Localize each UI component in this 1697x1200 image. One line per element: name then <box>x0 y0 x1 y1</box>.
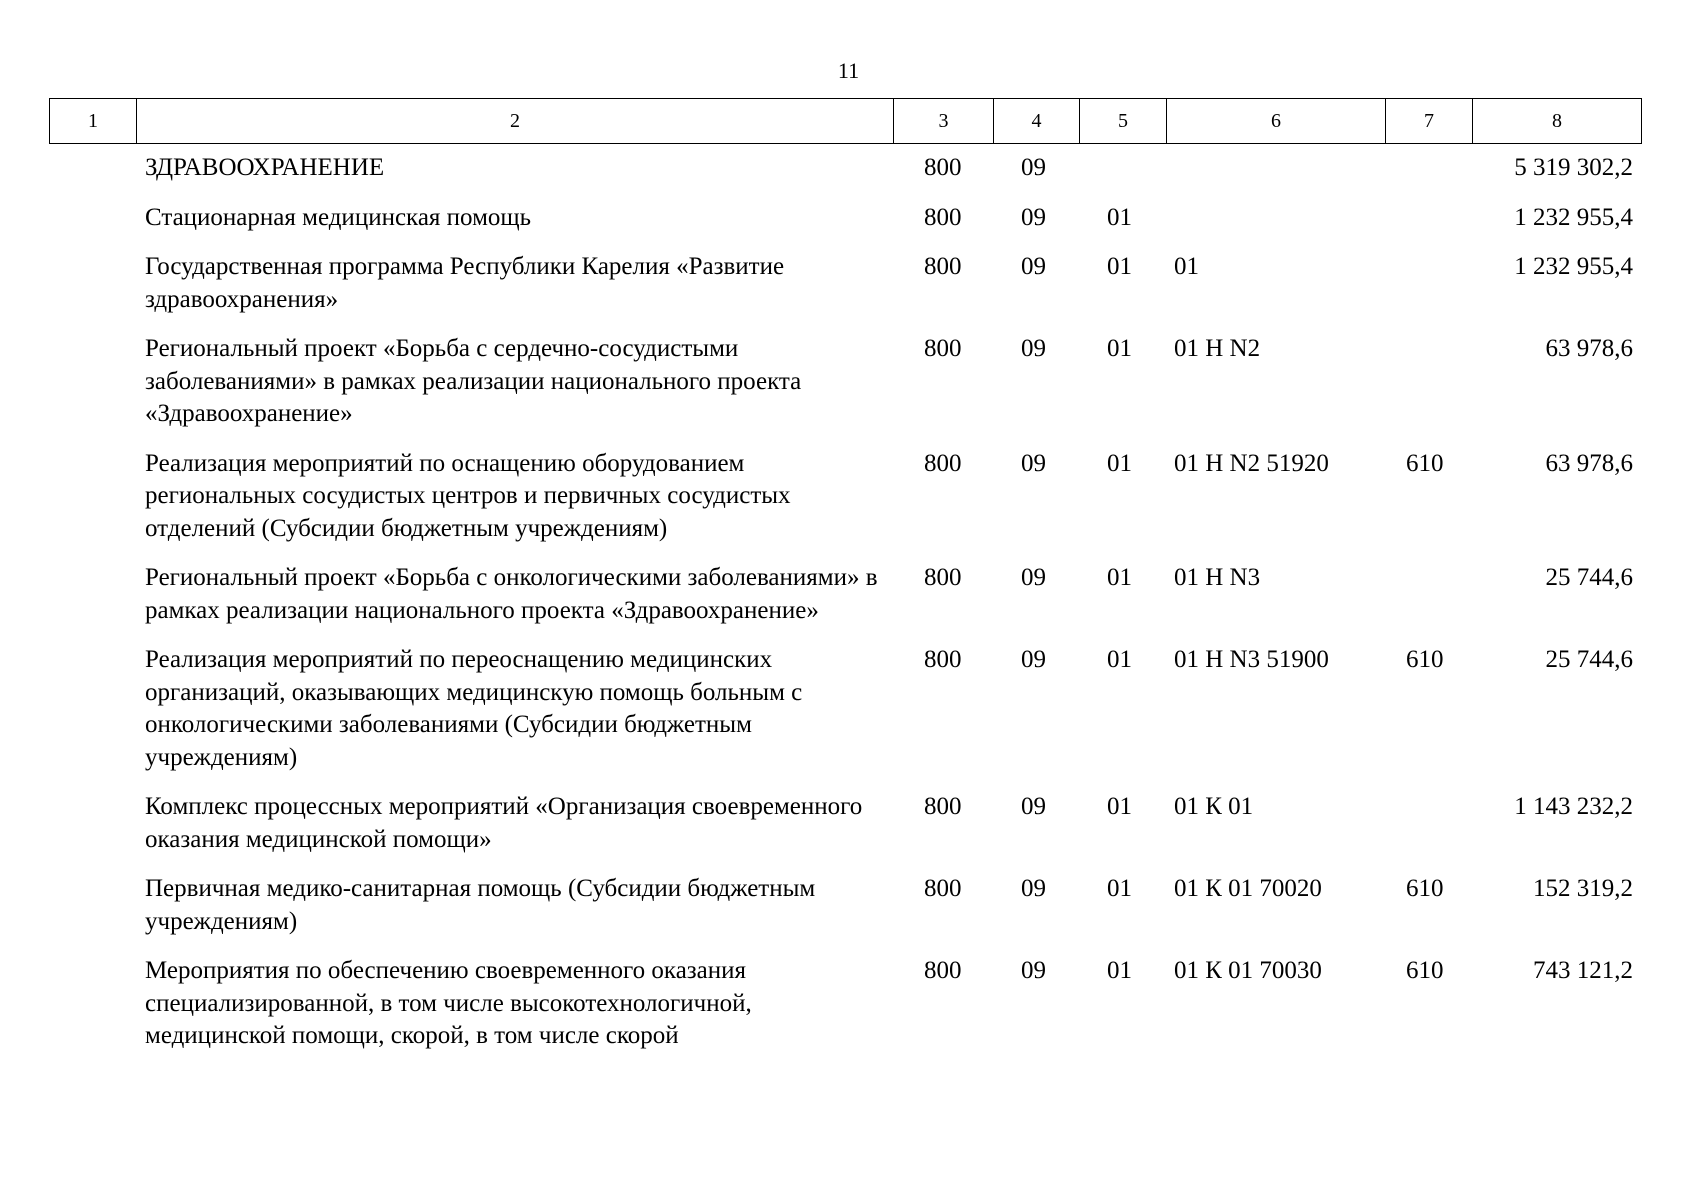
header-cell-7: 7 <box>1386 99 1473 144</box>
cell-subsection-code: 01 <box>1107 957 1132 984</box>
cell-subsection-code: 01 <box>1107 335 1132 362</box>
cell-ministry-code: 800 <box>924 449 962 477</box>
budget-table <box>49 152 1641 1070</box>
cell-expense-type <box>1385 202 1472 252</box>
cell-subsection-code: 01 <box>1107 253 1132 280</box>
cell-section-code: 09 <box>1021 203 1046 231</box>
cell-ministry-code: 800 <box>924 203 962 231</box>
cell-col-1 <box>49 955 136 1070</box>
table-row <box>49 562 1641 644</box>
cell-ministry-code: 800 <box>924 564 962 591</box>
cell-item-name: Комплекс процессных мероприятий «Организация своевременного оказания медицинской помощи» <box>145 793 863 853</box>
column-number-header <box>49 98 1642 144</box>
cell-item-name: Региональный проект «Борьба с онкологическими заболеваниями» в рамках реализации национального проекта «Здравоохранение» <box>145 564 878 624</box>
table-row <box>49 873 1641 955</box>
cell-col-1 <box>49 644 136 791</box>
cell-col-1 <box>49 873 136 955</box>
cell-target-article: 01 Н N2 51920 <box>1174 449 1329 477</box>
cell-expense-type: 610 <box>1406 449 1444 477</box>
cell-target-article: 01 Н N3 51900 <box>1174 646 1329 673</box>
cell-expense-type <box>1385 562 1472 644</box>
cell-target-article <box>1166 202 1385 252</box>
cell-target-article <box>1166 152 1385 202</box>
cell-amount: 63 978,6 <box>1545 335 1633 362</box>
table-row <box>49 251 1641 333</box>
cell-item-name: Государственная программа Республики Карелия «Развитие здравоохранения» <box>145 253 785 313</box>
cell-subsection-code: 01 <box>1107 449 1132 477</box>
cell-expense-type: 610 <box>1406 957 1444 984</box>
cell-section-code: 09 <box>1021 449 1046 477</box>
cell-amount: 1 143 232,2 <box>1514 793 1633 820</box>
header-row <box>50 99 1642 144</box>
cell-section-code: 09 <box>1021 646 1046 673</box>
cell-subsection-code: 01 <box>1107 793 1132 820</box>
cell-subsection-code <box>1079 152 1166 202</box>
table-row <box>49 202 1641 252</box>
cell-item-name: ЗДРАВООХРАНЕНИЕ <box>145 154 385 181</box>
cell-col-1 <box>49 562 136 644</box>
cell-ministry-code: 800 <box>924 646 962 673</box>
header-cell-8: 8 <box>1473 99 1642 144</box>
table-row <box>49 644 1641 791</box>
cell-amount: 1 232 955,4 <box>1514 253 1633 280</box>
cell-target-article: 01 К 01 70030 <box>1174 957 1322 984</box>
header-cell-1: 1 <box>50 99 137 144</box>
page-number: 11 <box>837 58 860 83</box>
cell-item-name: Первичная медико-санитарная помощь (Субсидии бюджетным учреждениям) <box>145 875 816 935</box>
table-row <box>49 791 1641 873</box>
cell-amount: 63 978,6 <box>1545 449 1633 477</box>
cell-subsection-code: 01 <box>1107 564 1132 591</box>
cell-subsection-code: 01 <box>1107 203 1132 231</box>
cell-amount: 25 744,6 <box>1545 564 1633 591</box>
cell-expense-type <box>1385 791 1472 873</box>
table-row <box>49 448 1641 563</box>
table-row <box>49 152 1641 202</box>
cell-amount: 5 319 302,2 <box>1514 154 1633 181</box>
cell-target-article: 01 К 01 70020 <box>1174 875 1322 902</box>
header-cell-4: 4 <box>994 99 1080 144</box>
cell-expense-type <box>1385 251 1472 333</box>
header-cell-6: 6 <box>1167 99 1386 144</box>
cell-ministry-code: 800 <box>924 875 962 902</box>
cell-amount: 743 121,2 <box>1533 957 1633 984</box>
cell-col-1 <box>49 202 136 252</box>
cell-amount: 152 319,2 <box>1533 875 1633 902</box>
cell-item-name: Реализация мероприятий по оснащению оборудованием региональных сосудистых центров и первичных сосудистых отделений (Субсидии бюджетным учреждениям) <box>145 449 791 542</box>
cell-section-code: 09 <box>1021 154 1046 181</box>
cell-ministry-code: 800 <box>924 253 962 280</box>
cell-amount: 1 232 955,4 <box>1514 203 1633 231</box>
cell-target-article: 01 Н N2 <box>1174 335 1261 362</box>
cell-item-name: Региональный проект «Борьба с сердечно-сосудистыми заболеваниями» в рамках реализации национального проекта «Здравоохранение» <box>145 335 802 427</box>
table-row <box>49 955 1641 1070</box>
cell-col-1 <box>49 448 136 563</box>
cell-ministry-code: 800 <box>924 154 962 181</box>
cell-ministry-code: 800 <box>924 335 962 362</box>
header-cell-3: 3 <box>894 99 994 144</box>
cell-amount: 25 744,6 <box>1545 646 1633 673</box>
cell-section-code: 09 <box>1021 564 1046 591</box>
cell-expense-type <box>1385 152 1472 202</box>
cell-target-article: 01 <box>1174 253 1199 280</box>
cell-item-name: Реализация мероприятий по переоснащению медицинских организаций, оказывающих медицинскую помощь больным с онкологическими заболеваниями (Субсидии бюджетным учреждениям) <box>145 646 803 771</box>
cell-item-name: Стационарная медицинская помощь <box>145 203 532 231</box>
cell-section-code: 09 <box>1021 793 1046 820</box>
cell-item-name: Мероприятия по обеспечению своевременного оказания специализированной, в том числе высокотехнологичной, медицинской помощи, скорой, в том числе скорой <box>145 957 752 1049</box>
cell-ministry-code: 800 <box>924 793 962 820</box>
cell-section-code: 09 <box>1021 335 1046 362</box>
cell-subsection-code: 01 <box>1107 875 1132 902</box>
cell-section-code: 09 <box>1021 253 1046 280</box>
cell-ministry-code: 800 <box>924 957 962 984</box>
table-row <box>49 333 1641 448</box>
header-cell-5: 5 <box>1080 99 1167 144</box>
cell-col-1 <box>49 251 136 333</box>
cell-section-code: 09 <box>1021 957 1046 984</box>
cell-expense-type: 610 <box>1406 646 1444 673</box>
cell-expense-type <box>1385 333 1472 448</box>
cell-target-article: 01 Н N3 <box>1174 564 1261 591</box>
cell-section-code: 09 <box>1021 875 1046 902</box>
cell-col-1 <box>49 333 136 448</box>
cell-subsection-code: 01 <box>1107 646 1132 673</box>
cell-col-1 <box>49 791 136 873</box>
cell-target-article: 01 К 01 <box>1174 793 1254 820</box>
cell-col-1 <box>49 152 136 202</box>
header-cell-2: 2 <box>137 99 894 144</box>
cell-expense-type: 610 <box>1406 875 1444 902</box>
